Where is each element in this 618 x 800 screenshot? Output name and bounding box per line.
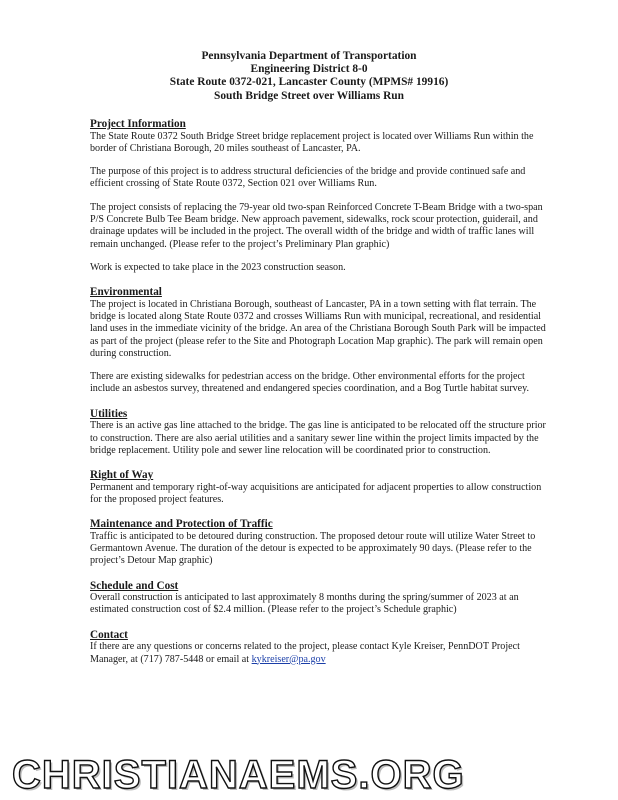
site-watermark: CHRISTIANAEMS.ORG (12, 753, 465, 797)
email-link[interactable]: kykreiser@pa.gov (251, 653, 326, 665)
paragraph: Overall construction is anticipated to last approximately 8 months during the spring/summer of 2023 at an estimated construction cost of $2.4 million. (Please refer to the project’s Schedule graphic) (90, 592, 519, 616)
paragraph: The project consists of replacing the 79-year old two-span Reinforced Concrete T-Beam Bridge with a two-span P/S Concrete Bulb Tee Beam bridge. New approach pavement, sidewalks, rock scour protection, guiderail, and drainage updates will be included in the project. The overall width of the bridge and width of traffic lanes will remain unchanged. (Please refer to the project’s Preliminary Plan graphic) (90, 201, 543, 250)
paragraph: There are existing sidewalks for pedestrian access on the bridge. Other environmental efforts for the project include an asbestos survey, threatened and endangered species coordination, and a Bog Turtle habitat survey. (90, 371, 530, 395)
section-title: Environmental (90, 286, 162, 299)
section-title: Contact (90, 628, 128, 641)
paragraph: Work is expected to take place in the 2023 construction season. (90, 261, 346, 273)
header-line-4: South Bridge Street over Williams Run (214, 89, 404, 102)
header-line-3: State Route 0372-021, Lancaster County (MPMS# 19916) (169, 76, 449, 89)
section-contact (90, 629, 546, 666)
header-line-1: Pennsylvania Department of Transportation (201, 50, 417, 62)
section-environmental (90, 286, 546, 396)
paragraph: The State Route 0372 South Bridge Street bridge replacement project is located over Williams Run within the border of Christiana Borough, 20 miles southeast of Lancaster, PA. (90, 130, 534, 154)
document-body (90, 118, 546, 678)
header-line-2: Engineering District 8-0 (250, 63, 368, 76)
paragraph: Traffic is anticipated to be detoured during construction. The proposed detour route will utilize Water Street to Germantown Avenue. The duration of the detour is expected to be approximately 90 days. (Please refer to the project’s Detour Map graphic) (90, 530, 536, 567)
section-maintenance-protection-traffic (90, 518, 546, 567)
contact-paragraph (90, 641, 546, 666)
section-title: Maintenance and Protection of Traffic (90, 518, 273, 531)
paragraph: The project is located in Christiana Borough, southeast of Lancaster, PA in a town setting with flat terrain. The bridge is located along State Route 0372 and crosses Williams Run with municipal, recreational, and residential land uses in the immediate vicinity of the bridge. An area of the Christiana Borough South Park will be impacted as part of the project (please refer to the Site and Photograph Location Map graphic). The park will remain open during construction. (90, 298, 546, 359)
paragraph: The purpose of this project is to address structural deficiencies of the bridge and provide continued safe and efficient crossing of State Route 0372, Section 021 over Williams Run. (90, 166, 526, 190)
section-title: Right of Way (90, 469, 154, 482)
paragraph: Permanent and temporary right-of-way acquisitions are anticipated for adjacent properties to allow construction for the proposed project features. (90, 481, 542, 505)
contact-text: If there are any questions or concerns related to the project, please contact Kyle Kreiser, PennDOT Project Manager, at (717) 787-5448 or email at (90, 641, 520, 665)
document-header (0, 50, 618, 103)
paragraph: There is an active gas line attached to the bridge. The gas line is anticipated to be relocated off the structure prior to construction. There are also aerial utilities and a sanitary sewer line within the project limits impacted by the bridge replacement. Utility pole and sewer line relocation will be coordinated prior to construction. (90, 420, 546, 456)
section-utilities (90, 408, 546, 457)
section-title: Utilities (90, 407, 128, 420)
section-schedule-cost (90, 580, 546, 617)
section-project-information (90, 118, 546, 274)
section-right-of-way (90, 469, 546, 506)
section-title: Project Information (90, 118, 186, 130)
section-title: Schedule and Cost (90, 579, 179, 592)
